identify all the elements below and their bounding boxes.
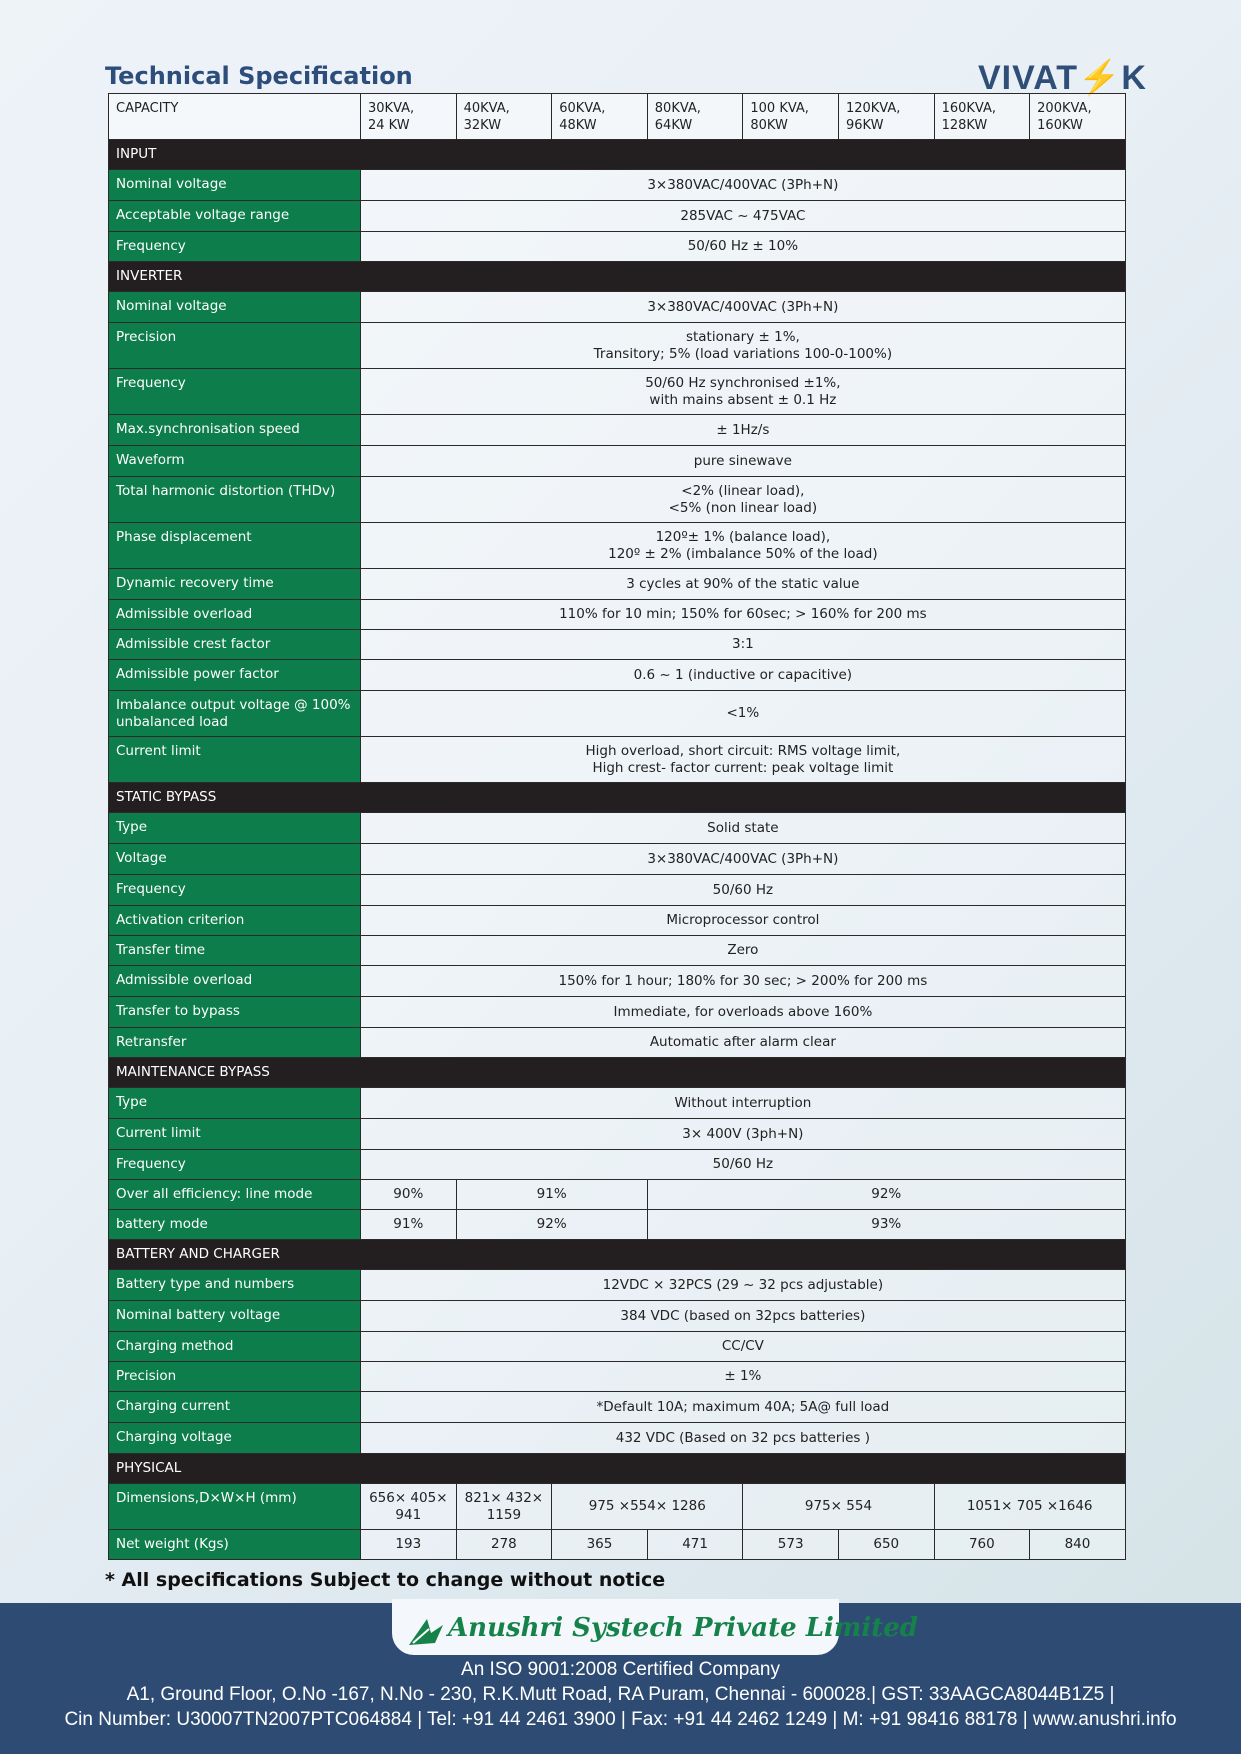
efficiency-value: 93% — [647, 1210, 1125, 1240]
spec-value: ± 1Hz/s — [361, 415, 1126, 446]
spec-value: Zero — [361, 936, 1126, 966]
section-title: INPUT — [109, 140, 1126, 170]
spec-label: Precision — [109, 323, 361, 369]
spec-label: Voltage — [109, 844, 361, 875]
weight-value: 760 — [934, 1530, 1030, 1560]
spec-value: 50/60 Hz — [361, 875, 1126, 906]
spec-label: Imbalance output voltage @ 100% unbalanced load — [109, 691, 361, 737]
disclaimer-note: * All specifications Subject to change without notice — [105, 1569, 666, 1591]
section-title: INVERTER — [109, 262, 1126, 292]
dimensions-label: Dimensions,D×W×H (mm) — [109, 1484, 361, 1530]
efficiency-value: 92% — [647, 1180, 1125, 1210]
weight-value: 573 — [743, 1530, 839, 1560]
section-title: STATIC BYPASS — [109, 783, 1126, 813]
section-title: BATTERY AND CHARGER — [109, 1240, 1126, 1270]
section-title: MAINTENANCE BYPASS — [109, 1058, 1126, 1088]
spec-row — [109, 1423, 1126, 1454]
spec-value: 150% for 1 hour; 180% for 30 sec; > 200% for 200 ms — [361, 966, 1126, 997]
weight-value: 650 — [838, 1530, 934, 1560]
spec-value: 110% for 10 min; 150% for 60sec; > 160% for 200 ms — [361, 600, 1126, 630]
weight-value: 278 — [456, 1530, 552, 1560]
efficiency-value: 91% — [456, 1180, 647, 1210]
capacity-row — [109, 94, 1126, 140]
spec-value: 3 cycles at 90% of the static value — [361, 569, 1126, 600]
weight-label: Net weight (Kgs) — [109, 1530, 361, 1560]
spec-value: <2% (linear load), <5% (non linear load) — [361, 477, 1126, 523]
section-header — [109, 262, 1126, 292]
spec-label: Current limit — [109, 737, 361, 783]
spec-row — [109, 1301, 1126, 1332]
spec-value: 384 VDC (based on 32pcs batteries) — [361, 1301, 1126, 1332]
page-title: Technical Specification — [105, 62, 413, 90]
spec-row — [109, 170, 1126, 201]
spec-value: Solid state — [361, 813, 1126, 844]
spec-row — [109, 1088, 1126, 1119]
spec-value: Immediate, for overloads above 160% — [361, 997, 1126, 1028]
efficiency-value: 91% — [361, 1210, 457, 1240]
spec-value: 120º± 1% (balance load), 120º ± 2% (imbalance 50% of the load) — [361, 523, 1126, 569]
spec-value: 3×380VAC/400VAC (3Ph+N) — [361, 292, 1126, 323]
logo-k: K — [1121, 59, 1147, 97]
spec-row — [109, 966, 1126, 997]
spec-row — [109, 936, 1126, 966]
efficiency-label: Over all efficiency: line mode — [109, 1180, 361, 1210]
spec-label: Charging current — [109, 1392, 361, 1423]
spec-value: <1% — [361, 691, 1126, 737]
footer-contact: Cin Number: U30007TN2007PTC064884 | Tel: +91 44 2461 3900 | Fax: +91 44 2462 1249 | M: +91 98416 88178 | www.anushri.info — [64, 1709, 1177, 1730]
spec-value: 50/60 Hz — [361, 1150, 1126, 1180]
spec-value: 12VDC × 32PCS (29 ~ 32 pcs adjustable) — [361, 1270, 1126, 1301]
logo-bolt-icon: ⚡ — [1078, 59, 1122, 97]
company-name: Anushri Systech Private Limited — [448, 1613, 918, 1643]
spec-value: stationary ± 1%, Transitory; 5% (load variations 100-0-100%) — [361, 323, 1126, 369]
efficiency-line-row — [109, 1180, 1126, 1210]
spec-row — [109, 997, 1126, 1028]
spec-label: Charging voltage — [109, 1423, 361, 1454]
capacity-column: 80KVA, 64KW — [647, 94, 743, 140]
spec-row — [109, 1270, 1126, 1301]
weight-value: 193 — [361, 1530, 457, 1560]
spec-value: High overload, short circuit: RMS voltage limit, High crest- factor current: peak voltage limit — [361, 737, 1126, 783]
spec-label: Frequency — [109, 1150, 361, 1180]
spec-value: 50/60 Hz synchronised ±1%, with mains absent ± 0.1 Hz — [361, 369, 1126, 415]
spec-row — [109, 630, 1126, 660]
spec-label: Frequency — [109, 232, 361, 262]
capacity-label: CAPACITY — [109, 94, 361, 140]
spec-label: Admissible crest factor — [109, 630, 361, 660]
spec-row — [109, 906, 1126, 936]
spec-label: Retransfer — [109, 1028, 361, 1058]
efficiency-value: 90% — [361, 1180, 457, 1210]
capacity-column: 120KVA, 96KW — [838, 94, 934, 140]
capacity-column: 60KVA, 48KW — [552, 94, 648, 140]
dimension-value: 975× 554 — [743, 1484, 934, 1530]
spec-row — [109, 813, 1126, 844]
spec-label: Total harmonic distortion (THDv) — [109, 477, 361, 523]
dimension-value: 1051× 705 ×1646 — [934, 1484, 1125, 1530]
spec-row — [109, 1119, 1126, 1150]
spec-label: Nominal voltage — [109, 292, 361, 323]
weight-value: 840 — [1030, 1530, 1126, 1560]
spec-label: Transfer to bypass — [109, 997, 361, 1028]
spec-label: Admissible power factor — [109, 660, 361, 691]
section-header — [109, 1240, 1126, 1270]
capacity-column: 40KVA, 32KW — [456, 94, 552, 140]
spec-value: 3:1 — [361, 630, 1126, 660]
spec-row — [109, 1332, 1126, 1362]
spec-value: ± 1% — [361, 1362, 1126, 1392]
spec-value: *Default 10A; maximum 40A; 5A@ full load — [361, 1392, 1126, 1423]
capacity-column: 100 KVA, 80KW — [743, 94, 839, 140]
spec-row — [109, 369, 1126, 415]
spec-row — [109, 523, 1126, 569]
section-header — [109, 1058, 1126, 1088]
dimensions-row — [109, 1484, 1126, 1530]
efficiency-value: 92% — [456, 1210, 647, 1240]
spec-row — [109, 660, 1126, 691]
spec-label: Charging method — [109, 1332, 361, 1362]
spec-label: Current limit — [109, 1119, 361, 1150]
spec-label: Nominal voltage — [109, 170, 361, 201]
spec-label: Precision — [109, 1362, 361, 1392]
weight-row — [109, 1530, 1126, 1560]
spec-value: 3× 400V (3ph+N) — [361, 1119, 1126, 1150]
spec-row — [109, 1392, 1126, 1423]
spec-row — [109, 875, 1126, 906]
section-title: PHYSICAL — [109, 1454, 1126, 1484]
spec-row — [109, 569, 1126, 600]
spec-label: Type — [109, 1088, 361, 1119]
spec-row — [109, 691, 1126, 737]
spec-value: 3×380VAC/400VAC (3Ph+N) — [361, 170, 1126, 201]
spec-label: Nominal battery voltage — [109, 1301, 361, 1332]
spec-label: Waveform — [109, 446, 361, 477]
spec-row — [109, 1028, 1126, 1058]
spec-label: Admissible overload — [109, 966, 361, 997]
spec-row — [109, 737, 1126, 783]
spec-row — [109, 446, 1126, 477]
spec-label: Admissible overload — [109, 600, 361, 630]
dimension-value: 821× 432× 1159 — [456, 1484, 552, 1530]
spec-row — [109, 201, 1126, 232]
spec-value: 3×380VAC/400VAC (3Ph+N) — [361, 844, 1126, 875]
capacity-column: 30KVA, 24 KW — [361, 94, 457, 140]
spec-label: Transfer time — [109, 936, 361, 966]
section-header — [109, 783, 1126, 813]
dimension-value: 975 ×554× 1286 — [552, 1484, 743, 1530]
spec-row — [109, 1362, 1126, 1392]
footer-iso: An ISO 9001:2008 Certified Company — [461, 1659, 780, 1680]
weight-value: 471 — [647, 1530, 743, 1560]
spec-row — [109, 292, 1126, 323]
spec-value: Automatic after alarm clear — [361, 1028, 1126, 1058]
spec-value: 50/60 Hz ± 10% — [361, 232, 1126, 262]
capacity-column: 160KVA, 128KW — [934, 94, 1030, 140]
section-header — [109, 140, 1126, 170]
spec-label: Phase displacement — [109, 523, 361, 569]
vivatek-logo — [978, 58, 1147, 98]
company-brand-box — [392, 1599, 918, 1655]
spec-label: Type — [109, 813, 361, 844]
spec-label: Dynamic recovery time — [109, 569, 361, 600]
spec-value: 285VAC ~ 475VAC — [361, 201, 1126, 232]
spec-row — [109, 844, 1126, 875]
spec-row — [109, 415, 1126, 446]
dimension-value: 656× 405× 941 — [361, 1484, 457, 1530]
spec-label: Activation criterion — [109, 906, 361, 936]
spec-label: Acceptable voltage range — [109, 201, 361, 232]
footer-address: A1, Ground Floor, O.No -167, N.No - 230, R.K.Mutt Road, RA Puram, Chennai - 600028.| GST: 33AAGCA8044B1Z5 | — [126, 1684, 1115, 1705]
battery-mode-label: battery mode — [109, 1210, 361, 1240]
section-header — [109, 1454, 1126, 1484]
spec-value: CC/CV — [361, 1332, 1126, 1362]
spec-value: pure sinewave — [361, 446, 1126, 477]
spec-value: 432 VDC (Based on 32 pcs batteries ) — [361, 1423, 1126, 1454]
efficiency-battery-row — [109, 1210, 1126, 1240]
spec-label: Battery type and numbers — [109, 1270, 361, 1301]
spec-row — [109, 600, 1126, 630]
spec-value: Without interruption — [361, 1088, 1126, 1119]
spec-row — [109, 323, 1126, 369]
spec-value: Microprocessor control — [361, 906, 1126, 936]
spec-row — [109, 232, 1126, 262]
weight-value: 365 — [552, 1530, 648, 1560]
spec-row — [109, 477, 1126, 523]
spec-table — [108, 93, 1126, 1560]
capacity-column: 200KVA, 160KW — [1030, 94, 1126, 140]
spec-label: Max.synchronisation speed — [109, 415, 361, 446]
spec-label: Frequency — [109, 369, 361, 415]
logo-text: VIVAT — [978, 59, 1079, 97]
spec-row — [109, 1150, 1126, 1180]
leaf-logo-icon — [407, 1615, 445, 1647]
spec-label: Frequency — [109, 875, 361, 906]
spec-value: 0.6 ~ 1 (inductive or capacitive) — [361, 660, 1126, 691]
